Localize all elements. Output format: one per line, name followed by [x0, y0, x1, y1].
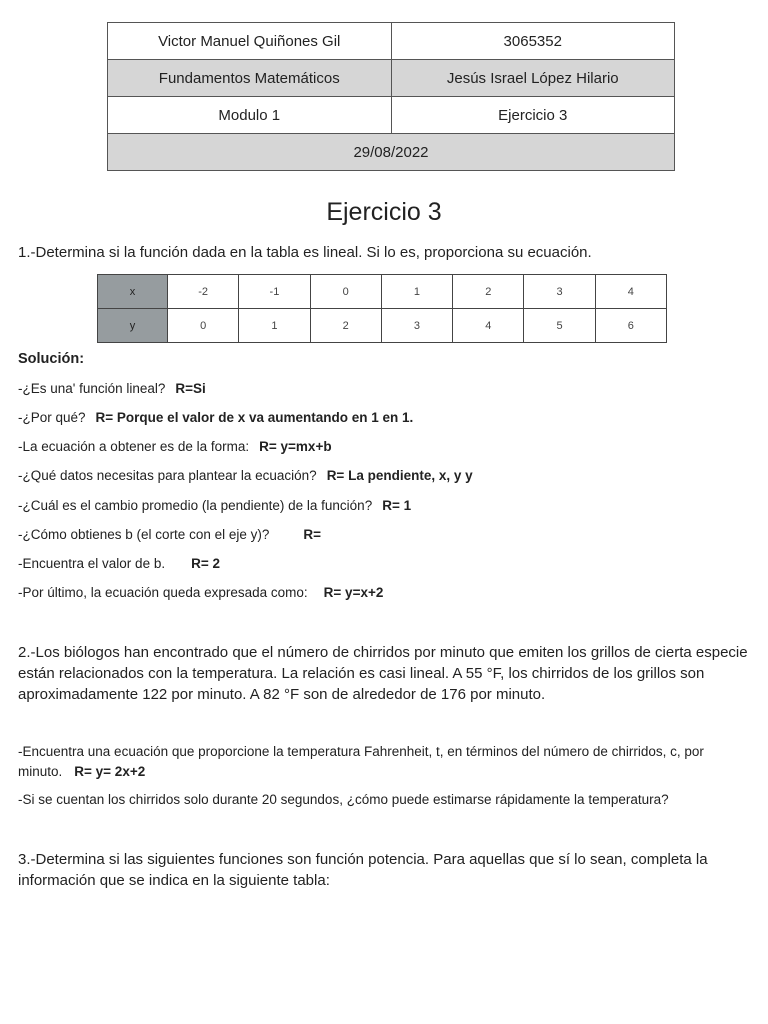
x-cell: 1 [381, 275, 452, 309]
solution-answer: R= y=x+2 [323, 585, 384, 600]
solution-item [18, 381, 758, 396]
xy-table [97, 274, 667, 343]
y-header: y [98, 309, 168, 343]
solution-question: -¿Cómo obtienes b (el corte con el eje y)? [18, 527, 270, 542]
x-row [98, 275, 667, 309]
x-cell: -1 [239, 275, 310, 309]
q2-item-1 [18, 742, 758, 782]
solution-item [18, 585, 758, 600]
solution-question: -Encuentra el valor de b. [18, 556, 166, 571]
solution-item [18, 556, 758, 571]
teacher-name: Jesús Israel López Hilario [391, 60, 675, 97]
solution-question: -¿Por qué? [18, 410, 86, 425]
x-cell: 0 [310, 275, 381, 309]
q2-item-1-question: -Encuentra una ecuación que proporcione la temperatura Fahrenheit, t, en términos del número de chirridos, c, por minuto. [18, 744, 704, 779]
solution-label: Solución: [18, 351, 85, 367]
q2-item-2: -Si se cuentan los chirridos solo durante 20 segundos, ¿cómo puede estimarse rápidamente la temperatura? [18, 792, 669, 807]
solution-answer: R= La pendiente, x, y y [326, 468, 473, 483]
x-cell: 3 [524, 275, 595, 309]
solution-question: -¿Cuál es el cambio promedio (la pendiente) de la función? [18, 498, 373, 513]
solution-answer: R= 2 [191, 556, 220, 571]
q3-prompt: 3.-Determina si las siguientes funciones son función potencia. Para aquellas que sí lo sean, completa la información que se indica en la siguiente tabla: [18, 851, 708, 889]
course-name: Fundamentos Matemáticos [108, 60, 392, 97]
solution-question: -La ecuación a obtener es de la forma: [18, 439, 250, 454]
q2-prompt: 2.-Los biólogos han encontrado que el número de chirridos por minuto que emiten los grillos de cierta especie están relacionados con la temperatura. La relación es casi lineal. A 55 °F, los chirridos de los grillos son aproximadamente 122 por minuto. A 82 °F son de alrededor de 176 por minuto. [18, 644, 748, 703]
solution-item [18, 410, 758, 425]
q1-prompt: 1.-Determina si la función dada en la tabla es lineal. Si lo es, proporciona su ecuación. [18, 244, 592, 261]
date: 29/08/2022 [108, 134, 675, 171]
x-cell: 4 [595, 275, 666, 309]
y-cell: 1 [239, 309, 310, 343]
exercise-name: Ejercicio 3 [391, 97, 675, 134]
header-table [107, 22, 675, 171]
x-header: x [98, 275, 168, 309]
y-cell: 2 [310, 309, 381, 343]
page-title: Ejercicio 3 [326, 198, 442, 226]
solution-question: -¿Qué datos necesitas para plantear la ecuación? [18, 468, 317, 483]
y-cell: 3 [381, 309, 452, 343]
solution-item [18, 439, 758, 454]
solution-answer: R= [303, 527, 322, 542]
solution-answer: R= 1 [382, 498, 412, 513]
student-name: Victor Manuel Quiñones Gil [108, 23, 392, 60]
y-cell: 5 [524, 309, 595, 343]
x-cell: 2 [453, 275, 524, 309]
solution-answer: R=Si [175, 381, 206, 396]
solution-answer: R= y=mx+b [259, 439, 332, 454]
solution-item [18, 527, 758, 542]
q2-item-1-answer: R= y= 2x+2 [74, 764, 146, 779]
x-cell: -2 [168, 275, 239, 309]
header-row [108, 23, 675, 60]
module-name: Modulo 1 [108, 97, 392, 134]
solution-item [18, 498, 758, 513]
y-row [98, 309, 667, 343]
header-row [108, 134, 675, 171]
y-cell: 4 [453, 309, 524, 343]
solution-item [18, 468, 758, 483]
header-row [108, 97, 675, 134]
solution-question: -Por último, la ecuación queda expresada como: [18, 585, 308, 600]
student-id: 3065352 [391, 23, 675, 60]
header-row [108, 60, 675, 97]
solution-answer: R= Porque el valor de x va aumentando en 1 en 1. [95, 410, 414, 425]
y-cell: 6 [595, 309, 666, 343]
solution-question: -¿Es una' función lineal? [18, 381, 166, 396]
y-cell: 0 [168, 309, 239, 343]
